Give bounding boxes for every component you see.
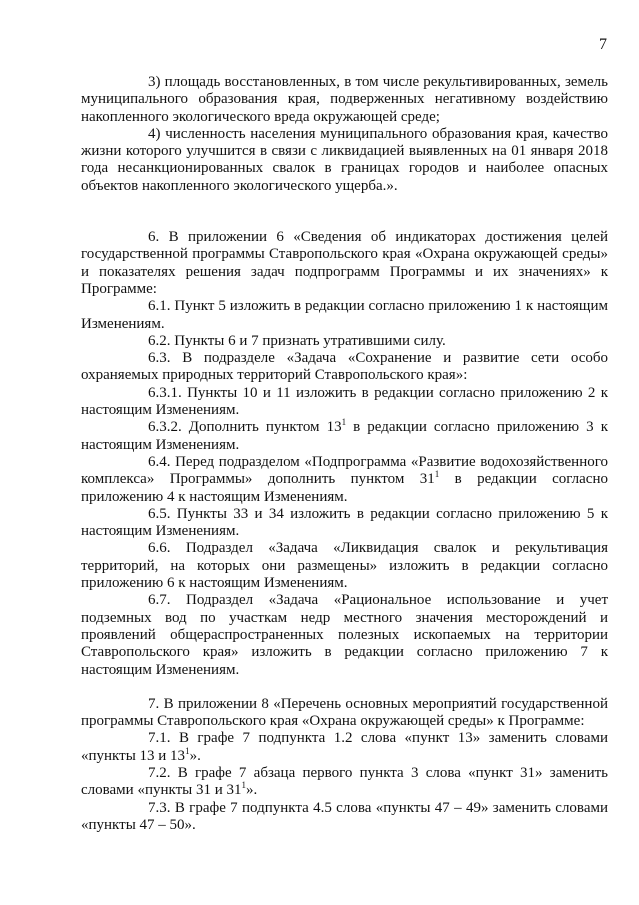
- paragraph-6-1: 6.1. Пункт 5 изложить в редакции согласно приложению 1 к настоящим Изменениям.: [81, 298, 608, 332]
- paragraph-6-7: 6.7. Подраздел «Задача «Рациональное использование и учет подземных вод по участкам недр местного значения месторождений и проявлений общераспространенных полезных ископаемых на территории Ставропольского края» изложить в редакции согласно приложению 7 к настоящим Изменениям.: [81, 592, 608, 678]
- paragraph-6-2: 6.2. Пункты 6 и 7 признать утратившими силу.: [148, 332, 446, 349]
- paragraph-6-6: 6.6. Подраздел «Задача «Ликвидация свалок и рекультивация территорий, на которых они размещены» изложить в редакции согласно приложению 6 к настоящим Изменениям.: [81, 540, 608, 592]
- paragraph-section-7: 7. В приложении 8 «Перечень основных мероприятий государственной программы Ставропольского края «Охрана окружающей среды» к Программе:: [81, 695, 608, 730]
- paragraph-6-5: 6.5. Пункты 33 и 34 изложить в редакции согласно приложению 5 к настоящим Изменениям.: [81, 505, 608, 540]
- paragraph-6-3-2: 6.3.2. Дополнить пунктом $13^1$ в редакции согласно приложению 3 к настоящим Изменениям.: [81, 417, 608, 453]
- paragraph-item-4: 4) численность населения муниципального образования края, качество жизни которого улучшится в связи с ликвидацией выявленных на 01 января 2018 года несанкционированных свалок в границах городов и наиболее опасных объектов накопленного экологического ущерба.».: [81, 125, 608, 194]
- paragraph-section-6: 6. В приложении 6 «Сведения об индикаторах достижения целей государственной программы Ставропольского края «Охрана окружающей среды» и показателях решения задач подпрограмм Программы и их значениях» к Программе:: [81, 229, 608, 297]
- paragraph-6-3: 6.3. В подразделе «Задача «Сохранение и развитие сети особо охраняемых природных территорий Ставропольского края»:: [81, 350, 608, 384]
- paragraph-7-1: 7.1. В графе 7 подпункта 1.2 слова «пункт 13» заменить словами «пункты 13 и $13^1$».: [81, 730, 608, 764]
- paragraph-7-3: 7.3. В графе 7 подпункта 4.5 слова «пункты 47 – 49» заменить словами «пункты 47 – 50».: [81, 799, 608, 833]
- document-body: [81, 74, 608, 834]
- paragraph-7-2: 7.2. В графе 7 абзаца первого пункта 3 слова «пункт 31» заменить словами «пункты 31 и $31^1$».: [81, 764, 608, 799]
- paragraph-6-4: 6.4. Перед подразделом «Подпрограмма «Развитие водохозяйственного комплекса» Программы» дополнить пунктом $31^1$ в редакции согласно приложению 4 к настоящим Изменениям.: [81, 453, 608, 505]
- paragraph-item-3: 3) площадь восстановленных, в том числе рекультивированных, земель муниципального образования края, подверженных негативному воздействию накопленного экологического вреда окружающей среде;: [81, 74, 608, 125]
- page-number: 7: [599, 36, 607, 53]
- paragraph-6-3-1: 6.3.1. Пункты 10 и 11 изложить в редакции согласно приложению 2 к настоящим Изменениям.: [81, 384, 608, 419]
